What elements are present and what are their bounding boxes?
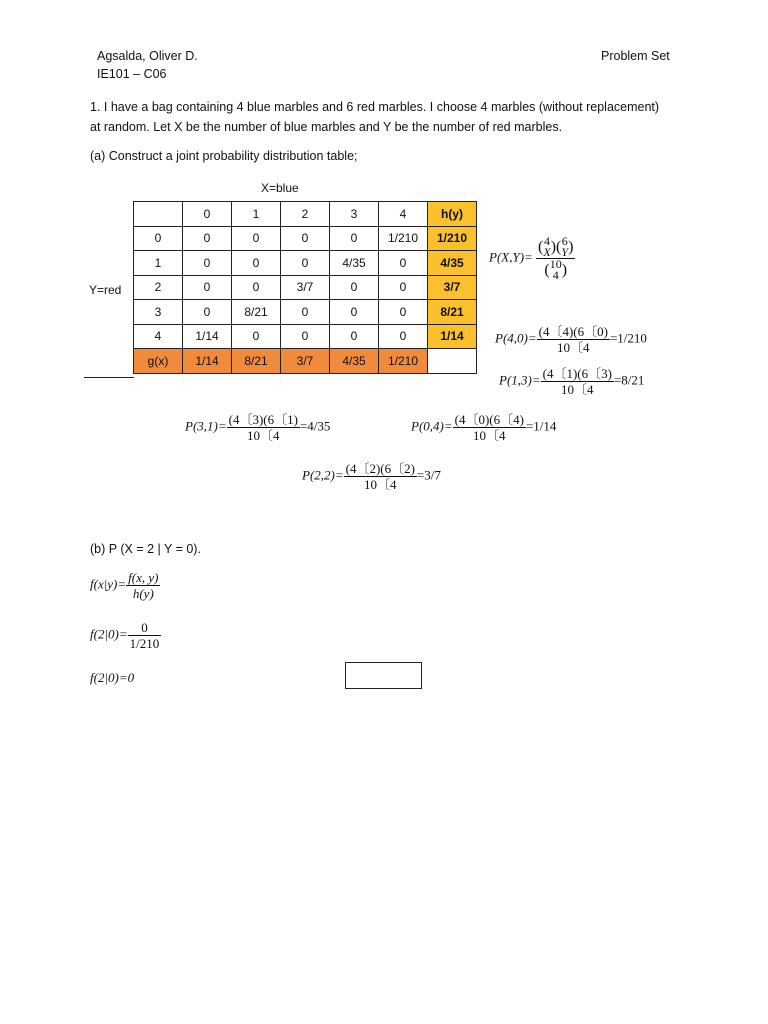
table-cell: 4 xyxy=(379,202,428,227)
marginal-h-cell: 1/210 xyxy=(428,226,477,251)
formula-result: =8/21 xyxy=(613,372,645,388)
table-row xyxy=(134,226,477,251)
table-cell: 4/35 xyxy=(330,251,379,276)
table-cell: 0 xyxy=(281,251,330,276)
table-cell: 0 xyxy=(281,324,330,349)
formula-p04 xyxy=(411,412,556,443)
problem-line-1: 1. I have a bag containing 4 blue marbles and 6 red marbles. I choose 4 marbles (without replacement) xyxy=(90,100,660,114)
table-cell: 2 xyxy=(134,275,183,300)
formula-conditional xyxy=(90,570,160,601)
table-row xyxy=(134,251,477,276)
marginal-g-cell: 1/14 xyxy=(183,349,232,374)
part-b-heading: (b) P (X = 2 | Y = 0). xyxy=(90,542,201,556)
binom-bottom: Y xyxy=(561,245,569,259)
formula-lhs: P(X,Y)= xyxy=(489,249,533,265)
table-cell: 1 xyxy=(134,251,183,276)
joint-probability-table xyxy=(133,201,477,374)
part-a-heading: (a) Construct a joint probability distribution table; xyxy=(90,149,358,163)
table-cell: 4 xyxy=(134,324,183,349)
marginal-h-cell: 8/21 xyxy=(428,300,477,325)
table-cell: 0 xyxy=(330,324,379,349)
fraction: (4 X)(6 Y) (10 4 ) xyxy=(538,234,574,282)
formula-lhs: P(2,2)= xyxy=(302,467,344,483)
marginal-g-cell: 3/7 xyxy=(281,349,330,374)
table-cell: 0 xyxy=(134,226,183,251)
table-cell: 3/7 xyxy=(281,275,330,300)
marginal-h-cell: 3/7 xyxy=(428,275,477,300)
formula-result: =1/14 xyxy=(525,418,557,434)
table-row xyxy=(134,275,477,300)
formula-lhs: f(x|y)= xyxy=(90,576,127,592)
formula-lhs: P(3,1)= xyxy=(185,418,227,434)
table-cell: 0 xyxy=(232,226,281,251)
table-cell: 0 xyxy=(281,226,330,251)
marginal-g-row xyxy=(134,349,477,374)
table-cell: 0 xyxy=(183,300,232,325)
table-cell xyxy=(428,349,477,374)
table-cell: 0 xyxy=(330,275,379,300)
table-cell: 0 xyxy=(330,300,379,325)
table-cell: 0 xyxy=(183,226,232,251)
table-cell: 0 xyxy=(232,275,281,300)
table-cell: 0 xyxy=(183,251,232,276)
formula-p13 xyxy=(499,366,644,397)
y-axis-label: Y=red xyxy=(89,283,122,297)
formula-result: =3/7 xyxy=(416,467,441,483)
formula-lhs: P(4,0)= xyxy=(495,330,537,346)
marginal-h-cell: 4/35 xyxy=(428,251,477,276)
fraction: $\frac{(4〔0)(6〔4)}{10〔4}$ xyxy=(454,412,524,443)
table-cell: 0 xyxy=(379,251,428,276)
table-cell: 0 xyxy=(379,300,428,325)
table-cell: 1/210 xyxy=(379,226,428,251)
table-cell: 0 xyxy=(281,300,330,325)
table-cell: 0 xyxy=(183,275,232,300)
fraction: $\frac{(4〔1)(6〔3)}{10〔4}$ xyxy=(542,366,612,397)
formula-f20-result: f(2|0)=0 xyxy=(90,670,135,685)
marginal-h-cell: 1/14 xyxy=(428,324,477,349)
marginal-g-cell: 1/210 xyxy=(379,349,428,374)
table-row xyxy=(134,300,477,325)
binom-top: 10 xyxy=(549,257,562,271)
answer-box xyxy=(345,662,422,689)
table-cell: 3 xyxy=(330,202,379,227)
formula-result: =1/210 xyxy=(609,330,647,346)
binom-bottom: 4 xyxy=(552,268,559,282)
table-header-row xyxy=(134,202,477,227)
fraction: $\frac{(4〔4)(6〔0)}{10〔4}$ xyxy=(538,324,608,355)
table-cell xyxy=(134,202,183,227)
formula-p31 xyxy=(185,412,330,443)
formula-p22 xyxy=(302,461,441,492)
binom-bottom: X xyxy=(543,245,551,259)
formula-p40 xyxy=(495,324,647,355)
table-cell: 0 xyxy=(183,202,232,227)
x-axis-label: X=blue xyxy=(261,181,299,195)
formula-lhs: P(0,4)= xyxy=(411,418,453,434)
formula-result: =4/35 xyxy=(299,418,331,434)
marginal-g-cell: g(x) xyxy=(134,349,183,374)
table-cell: 0 xyxy=(379,275,428,300)
formula-lhs: P(1,3)= xyxy=(499,372,541,388)
table-cell: 0 xyxy=(232,251,281,276)
binom-top: 4 xyxy=(544,234,551,248)
fraction: $\frac{f(x, y)}{h(y)}$ xyxy=(128,570,159,601)
marginal-h-header: h(y) xyxy=(428,202,477,227)
marginal-g-cell: 4/35 xyxy=(330,349,379,374)
table-cell: 2 xyxy=(281,202,330,227)
table-cell: 0 xyxy=(379,324,428,349)
formula-pxy xyxy=(489,236,575,281)
author-name: Agsalda, Oliver D. xyxy=(97,49,198,63)
fraction: $\frac{(4〔2)(6〔2)}{10〔4}$ xyxy=(345,461,415,492)
table-cell: 0 xyxy=(330,226,379,251)
formula-f20 xyxy=(90,620,161,651)
fraction: $\frac{(4〔3)(6〔1)}{10〔4}$ xyxy=(228,412,298,443)
formula-lhs: f(2|0)= xyxy=(90,626,128,642)
binom-top: 6 xyxy=(561,234,568,248)
course-code: IE101 – C06 xyxy=(97,67,167,81)
table-baseline-rule xyxy=(84,377,134,378)
table-cell: 1 xyxy=(232,202,281,227)
problem-line-2: at random. Let X be the number of blue marbles and Y be the number of red marbles. xyxy=(90,120,563,134)
table-cell: 8/21 xyxy=(232,300,281,325)
table-row xyxy=(134,324,477,349)
marginal-g-cell: 8/21 xyxy=(232,349,281,374)
table-cell: 1/14 xyxy=(183,324,232,349)
document-title: Problem Set xyxy=(601,49,670,63)
fraction: $\frac{0}{1/210}$ xyxy=(129,620,160,651)
table-cell: 3 xyxy=(134,300,183,325)
table-cell: 0 xyxy=(232,324,281,349)
